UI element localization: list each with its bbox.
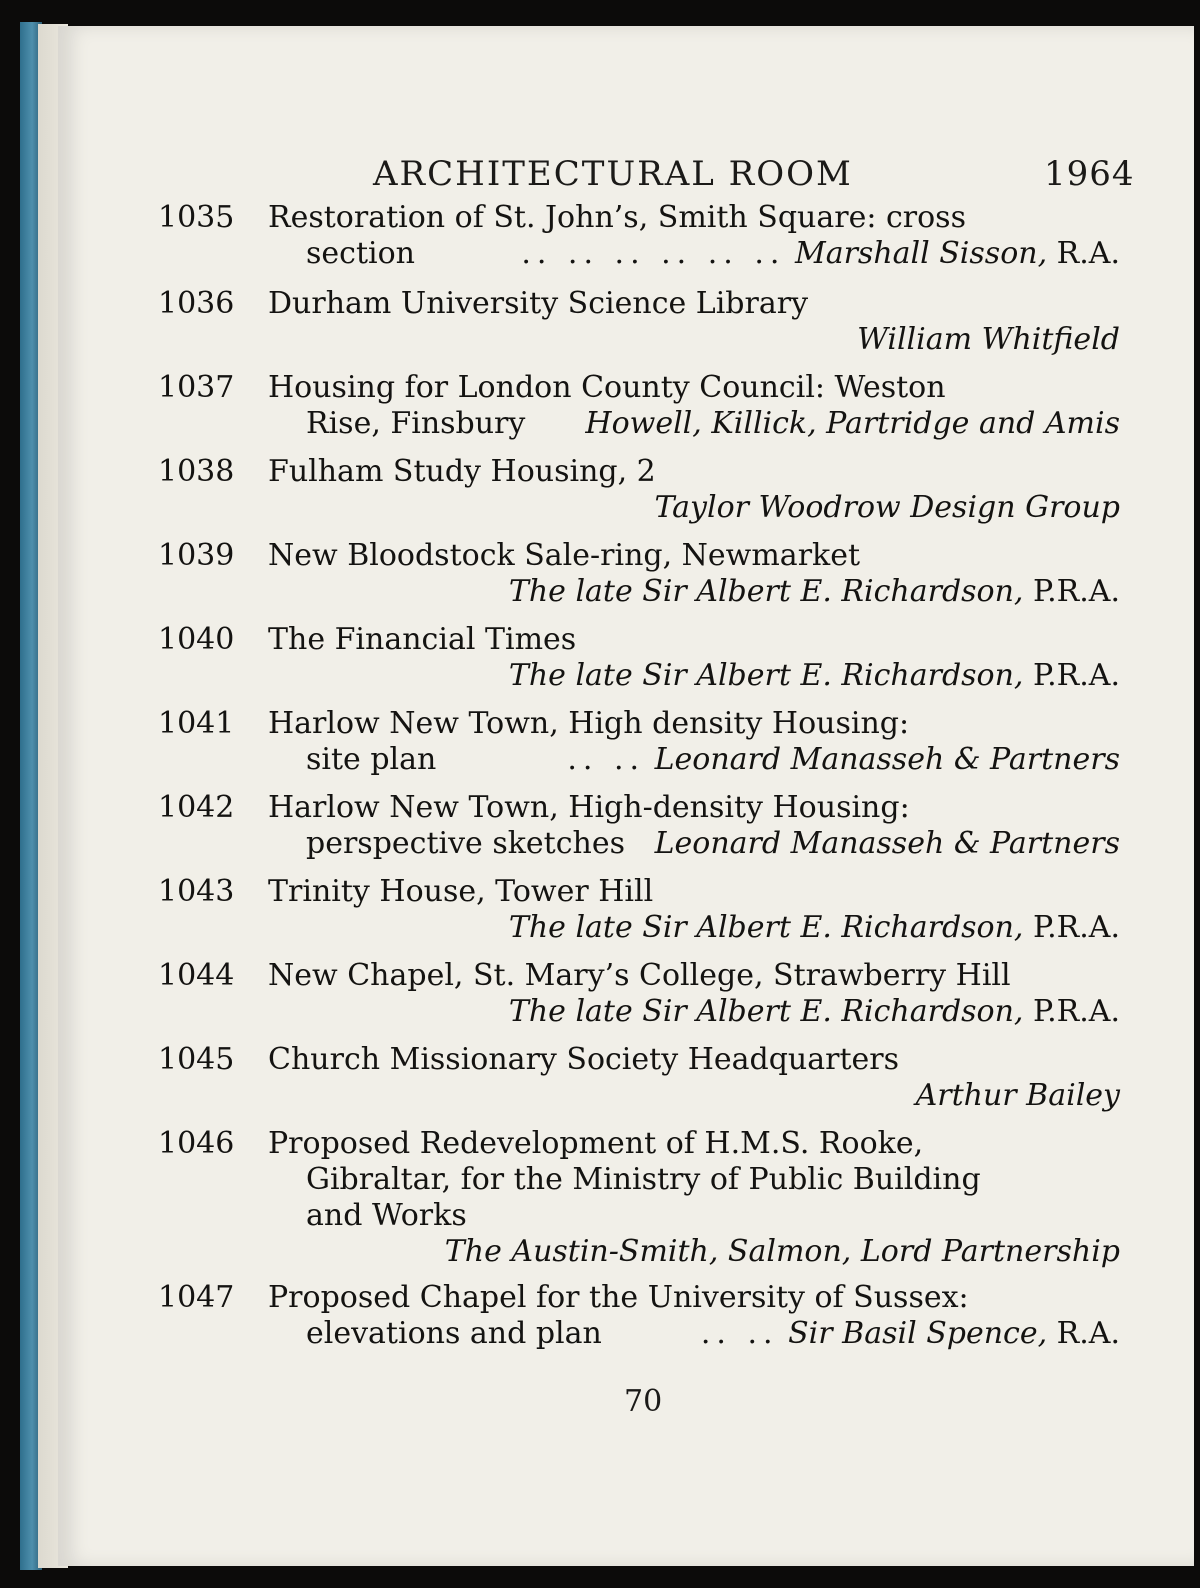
entry-architect (857, 322, 1120, 357)
dot-leader: .. .. (700, 1316, 779, 1351)
entry-title: New Chapel, St. Mary’s College, Strawberry Hill (268, 958, 1011, 993)
entry-number: 1044 (158, 958, 235, 993)
header-title: ARCHITECTURAL ROOM (373, 154, 853, 194)
entry-architect (655, 826, 1120, 861)
architect-name: William Whitfield (857, 322, 1120, 357)
page-number: 70 (624, 1384, 663, 1419)
entry-number: 1045 (158, 1042, 235, 1077)
entry-title-cont: perspective sketches (306, 826, 625, 861)
architect-name: Leonard Manasseh & Partners (654, 742, 1120, 777)
entry-number: 1041 (158, 706, 235, 741)
entry-number: 1042 (158, 790, 235, 825)
entry-number: 1046 (158, 1126, 235, 1161)
architect-name: The late Sir Albert E. Richardson, (508, 910, 1024, 945)
entry-number: 1038 (158, 454, 235, 489)
architect-honour: P.R.A. (1023, 658, 1120, 693)
entry-title-cont: and Works (306, 1198, 467, 1233)
entry-title: Harlow New Town, High-density Housing: (268, 790, 910, 825)
header-year: 1964 (1044, 154, 1135, 194)
architect-honour: P.R.A. (1023, 574, 1120, 609)
entry-architect (509, 910, 1120, 945)
entry-architect (654, 490, 1120, 525)
architect-name: The late Sir Albert E. Richardson, (508, 994, 1024, 1029)
entry-title: Trinity House, Tower Hill (268, 874, 654, 909)
architect-name: The Austin-Smith, Salmon, Lord Partnership (444, 1234, 1120, 1269)
entry-title: Durham University Science Library (268, 286, 809, 321)
entry-architect (509, 658, 1120, 693)
entry-title: Restoration of St. John’s, Smith Square: cross (268, 200, 966, 235)
entry-title: New Bloodstock Sale-ring, Newmarket (268, 538, 861, 573)
catalogue-page (58, 26, 1194, 1566)
entry-number: 1040 (158, 622, 235, 657)
entry-architect (521, 236, 1120, 271)
entry-title-cont: elevations and plan (306, 1316, 602, 1351)
entry-title-cont: site plan (306, 742, 437, 777)
architect-name: Marshall Sisson, (794, 236, 1048, 271)
entry-title: Fulham Study Housing, 2 (268, 454, 656, 489)
entry-architect (567, 742, 1120, 777)
entry-title-cont: section (306, 236, 415, 271)
entry-title: Housing for London County Council: Weston (268, 370, 946, 405)
entry-title: The Financial Times (268, 622, 577, 657)
dot-leader: .. .. .. .. .. .. (521, 236, 786, 271)
architect-name: The late Sir Albert E. Richardson, (508, 658, 1024, 693)
dot-leader: .. .. (567, 742, 646, 777)
architect-name: Leonard Manasseh & Partners (654, 826, 1120, 861)
architect-honour: R.A. (1047, 236, 1120, 271)
entry-title: Church Missionary Society Headquarters (268, 1042, 899, 1077)
architect-honour: R.A. (1047, 1316, 1120, 1351)
entry-title: Proposed Redevelopment of H.M.S. Rooke, (268, 1126, 924, 1161)
entry-number: 1039 (158, 538, 235, 573)
architect-honour: P.R.A. (1023, 994, 1120, 1029)
entry-number: 1037 (158, 370, 235, 405)
entry-number: 1047 (158, 1280, 235, 1315)
entry-architect (701, 1316, 1120, 1351)
entry-title: Proposed Chapel for the University of Sussex: (268, 1280, 969, 1315)
architect-name: Sir Basil Spence, (788, 1316, 1048, 1351)
entry-title-cont: Rise, Finsbury (306, 406, 526, 441)
architect-name: Taylor Woodrow Design Group (654, 490, 1120, 525)
entry-architect (445, 1234, 1120, 1269)
entry-architect (509, 574, 1120, 609)
architect-name: Arthur Bailey (915, 1078, 1120, 1113)
architect-name: Howell, Killick, Partridge and Amis (585, 406, 1120, 441)
architect-name: The late Sir Albert E. Richardson, (508, 574, 1024, 609)
entry-architect (916, 1078, 1120, 1113)
entry-architect (509, 994, 1120, 1029)
entry-number: 1036 (158, 286, 235, 321)
architect-honour: P.R.A. (1023, 910, 1120, 945)
entry-title: Harlow New Town, High density Housing: (268, 706, 910, 741)
entry-architect (585, 406, 1120, 441)
entry-title-cont: Gibraltar, for the Ministry of Public Building (306, 1162, 981, 1197)
entry-number: 1043 (158, 874, 235, 909)
running-header (58, 144, 1194, 194)
entry-number: 1035 (158, 200, 235, 235)
